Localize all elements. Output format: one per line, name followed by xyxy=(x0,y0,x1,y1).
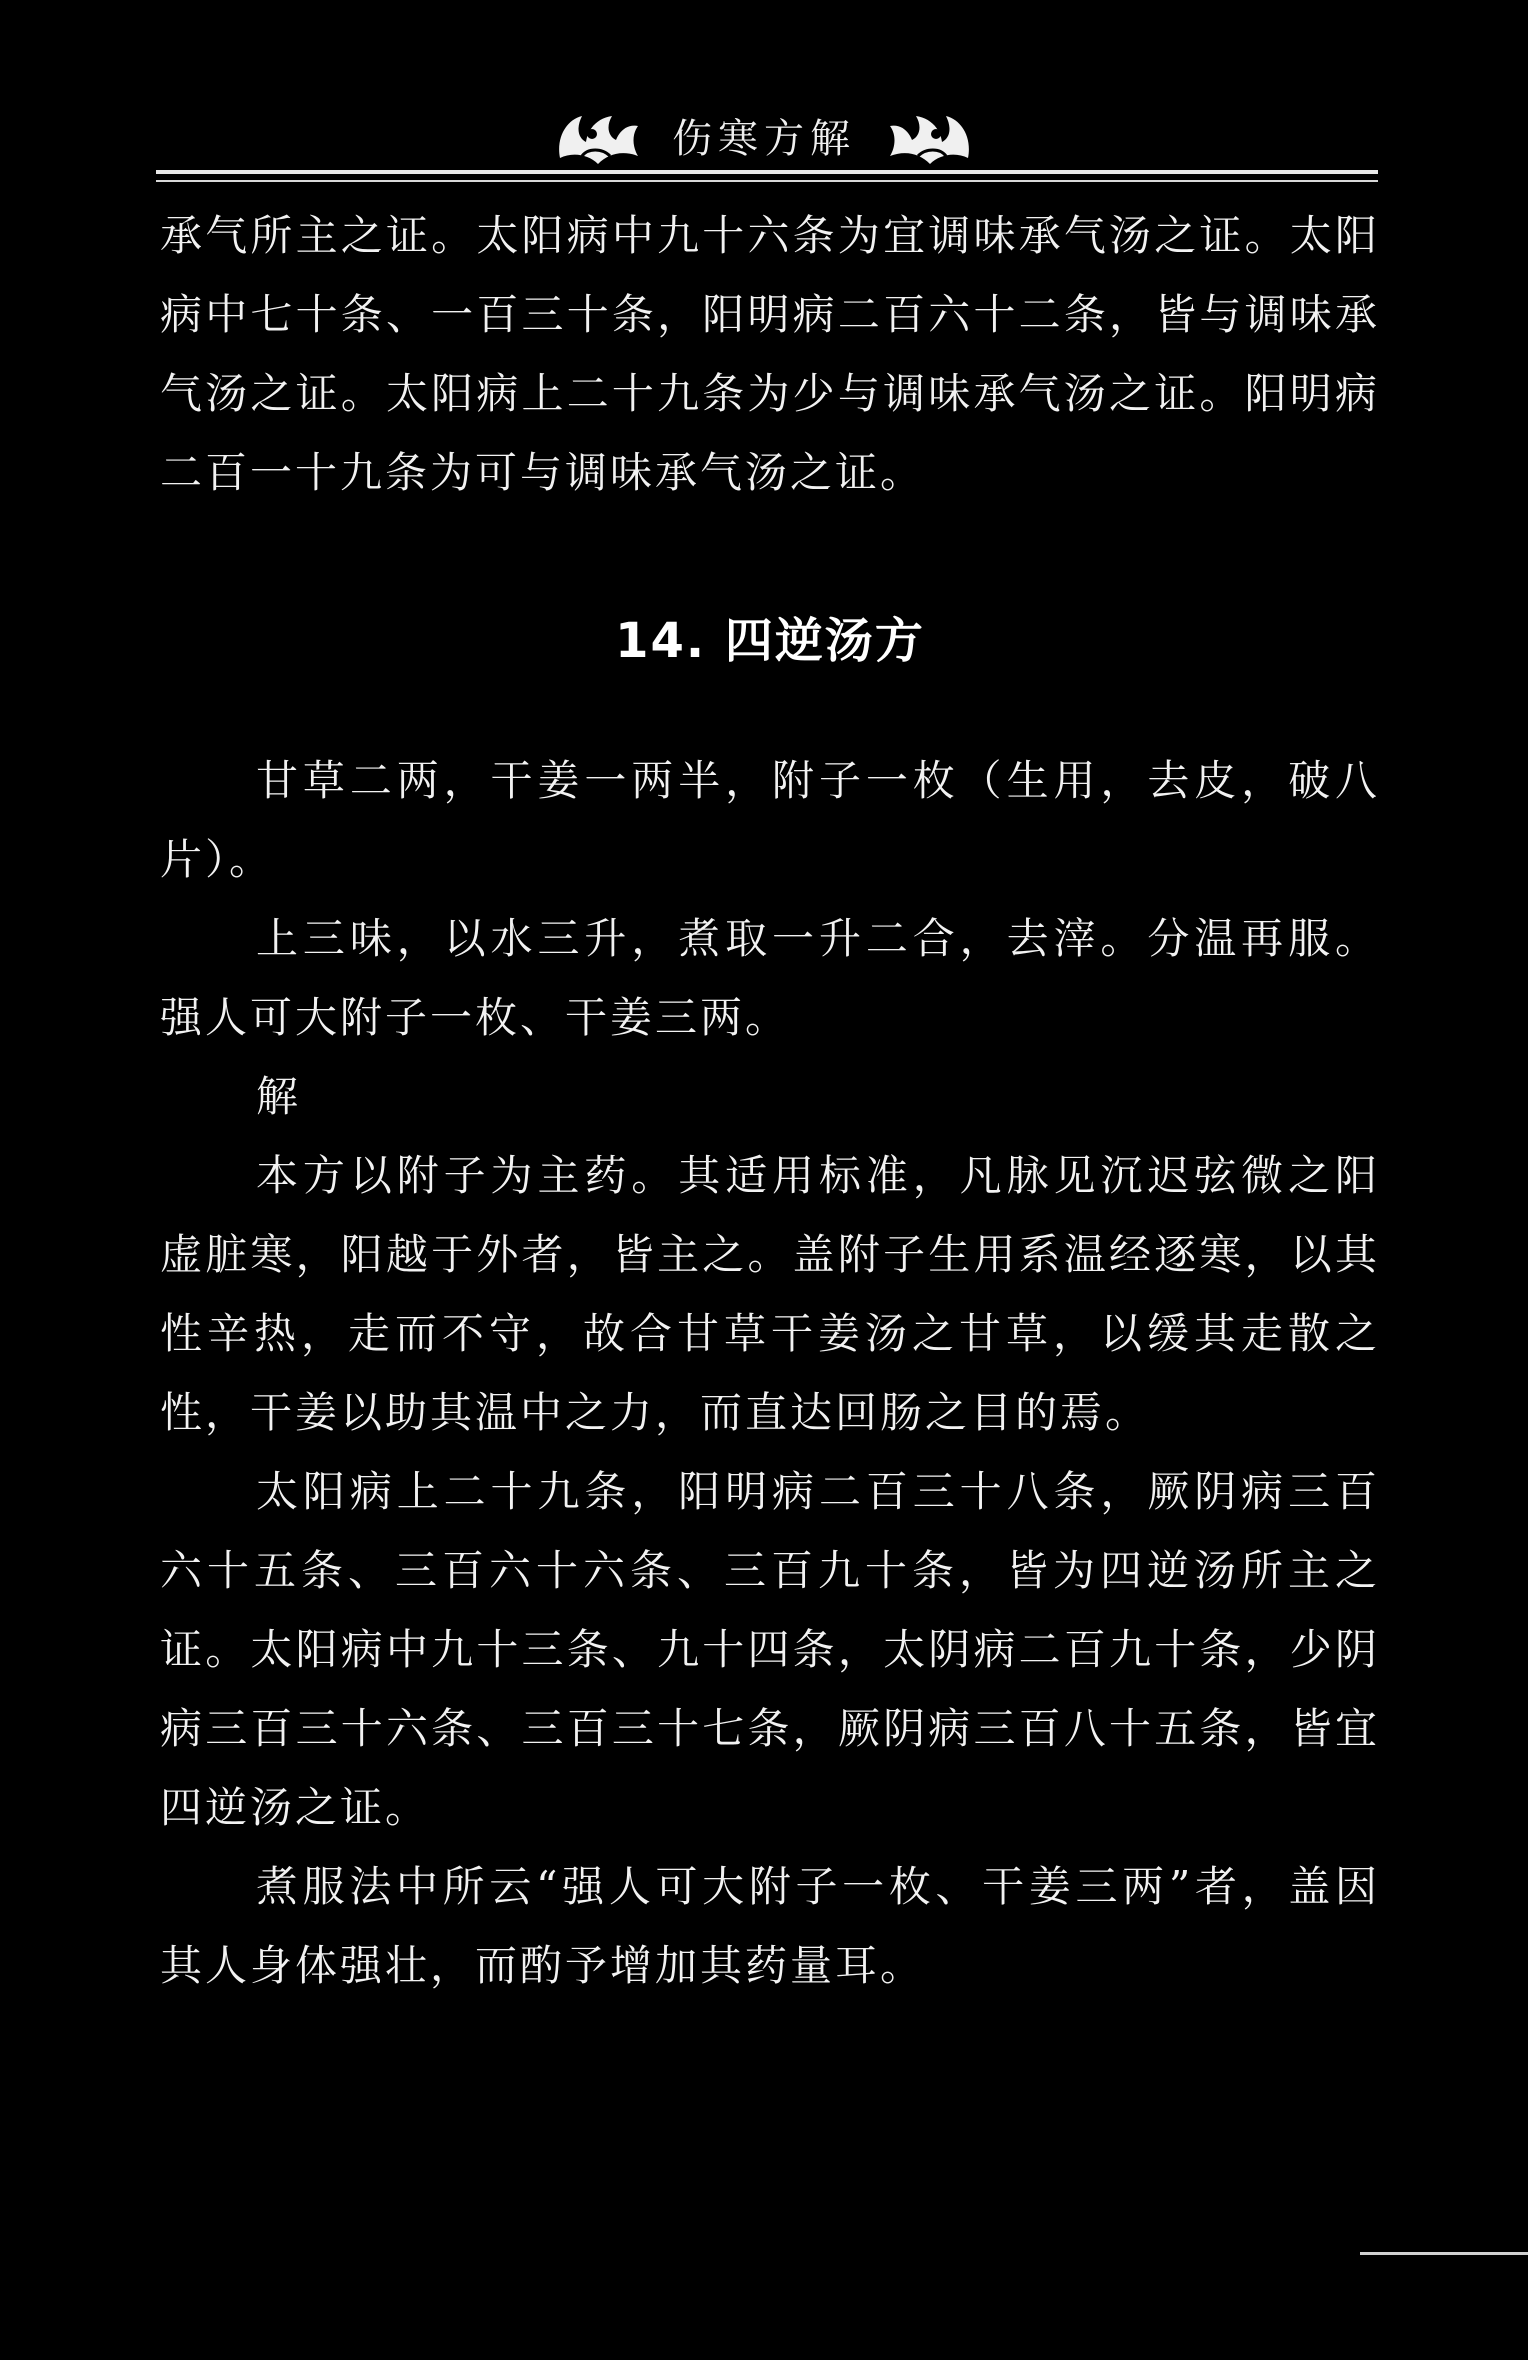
section-title: 14. 四逆汤方 xyxy=(615,613,925,669)
header-rule-thick xyxy=(156,170,1378,174)
paragraph-continued: 承气所主之证。太阳病中九十六条为宜调味承气汤之证。太阳病中七十条、一百三十条，阳明病二百六十二条，皆与调味承气汤之证。太阳病上二十九条为少与调味承气汤之证。阳明病二百一十九条为可与调味承气汤之证。 xyxy=(160,211,1380,497)
header-rule-thin xyxy=(156,180,1378,182)
explanation-heading: 解 xyxy=(256,1072,299,1121)
explanation-paragraph: 本方以附子为主药。其适用标准，凡脉见沉迟弦微之阳虚脏寒，阳越于外者，皆主之。盖附子生用系温经逐寒，以其性辛热，走而不守，故合甘草干姜汤之甘草，以缓其走散之性，干姜以助其温中之力，而直达回肠之目的焉。 xyxy=(160,1151,1380,1437)
formula-ingredients: 甘草二两，干姜一两半，附子一枚（生用，去皮，破八片）。 xyxy=(160,756,1380,884)
header-title: 伤寒方解 xyxy=(672,115,856,162)
decorative-ornament-icon xyxy=(886,98,976,172)
page-edge-line xyxy=(1360,2252,1528,2255)
running-header-inner xyxy=(0,90,1528,180)
formula-preparation: 上三味，以水三升，煮取一升二合，去滓。分温再服。强人可大附子一枚、干姜三两。 xyxy=(160,914,1380,1042)
explanation-paragraph: 煮服法中所云“强人可大附子一枚、干姜三两”者，盖因其人身体强壮，而酌予增加其药量耳。 xyxy=(160,1862,1380,1990)
running-header xyxy=(0,90,1528,180)
page-body xyxy=(160,196,1380,2005)
explanation-paragraph: 太阳病上二十九条，阳明病二百三十八条，厥阴病三百六十五条、三百六十六条、三百九十条，皆为四逆汤所主之证。太阳病中九十三条、九十四条，太阴病二百九十条，少阴病三百三十六条、三百三十七条，厥阴病三百八十五条，皆宜四逆汤之证。 xyxy=(160,1467,1380,1832)
decorative-ornament-icon xyxy=(552,98,642,172)
